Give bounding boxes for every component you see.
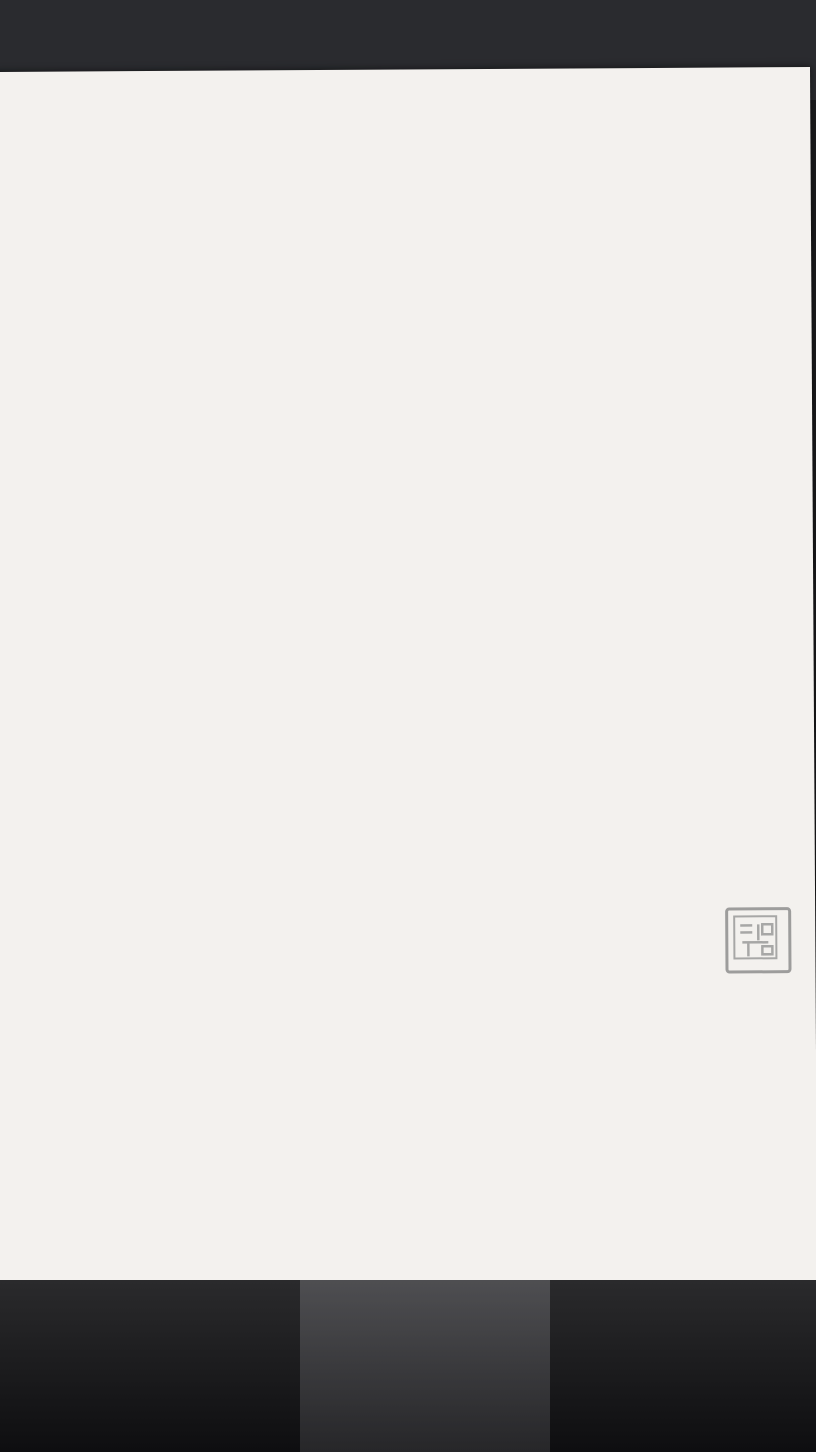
item-explanations (42, 1054, 502, 1057)
receipt-document (0, 67, 816, 1287)
general-info (522, 1057, 784, 1059)
desk-background (0, 1280, 816, 1452)
company-seal (725, 907, 791, 973)
qr-code (688, 132, 781, 225)
